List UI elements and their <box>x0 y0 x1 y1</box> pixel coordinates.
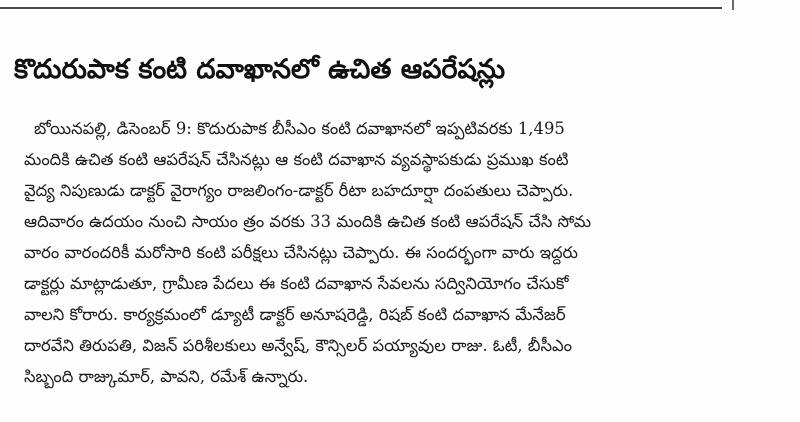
article-body <box>24 113 782 392</box>
article-line: వాలని కోరారు. కార్యక్రమంలో డ్యూటీ డాక్టర్ అనూషరెడ్డి, రిషబ్ కంటి దవాఖాన మేనేజర్ <box>24 305 566 324</box>
article-headline: కొదురుపాక కంటి దవాఖానలో ఉచిత ఆపరేషన్లు <box>14 54 506 85</box>
article-line: దారవేని తిరుపతి, విజన్ పరిశీలకులు అన్వేష్, కౌన్సిలర్ పయ్యావుల రాజు. ఓటీ, బీసీఎం <box>24 336 572 355</box>
article-line: సిబ్బంది రాజ్కుమార్, పావని, రమేశ్ ఉన్నారు. <box>24 367 309 386</box>
article-line: వారం వారందరికీ మరోసారి కంటి పరీక్షలు చేసినట్లు చెప్పారు. ఈ సందర్భంగా వారు ఇద్దరు <box>24 243 578 262</box>
top-divider <box>0 7 722 9</box>
article-line: వైద్య నిపుణుడు డాక్టర్ వైరాగ్యం రాజలింగం-డాక్టర్ రీటా బహదూర్షా దంపతులు చెప్పారు. <box>24 181 574 200</box>
column-divider <box>732 0 734 10</box>
article-line: ఆదివారం ఉదయం నుంచి సాయం త్రం వరకు 33 మందికి ఉచిత కంటి ఆపరేషన్ చేసి సోమ <box>24 212 592 231</box>
article-line: బోయినపల్లి, డిసెంబర్ 9: కొదురుపాక బీసీఎం కంటి దవాఖానలో ఇప్పటివరకు 1,495 <box>34 119 565 138</box>
article-line: డాక్టర్లు మాట్లాడుతూ, గ్రామీణ పేదలు ఈ కంటి దవాఖాన సేవలను సద్వినియోగం చేసుకో <box>24 274 569 293</box>
article-line: మందికి ఉచిత కంటి ఆపరేషన్ చేసినట్లు ఆ కంటి దవాఖాన వ్యవస్థాపకుడు ప్రముఖ కంటి <box>24 150 569 169</box>
